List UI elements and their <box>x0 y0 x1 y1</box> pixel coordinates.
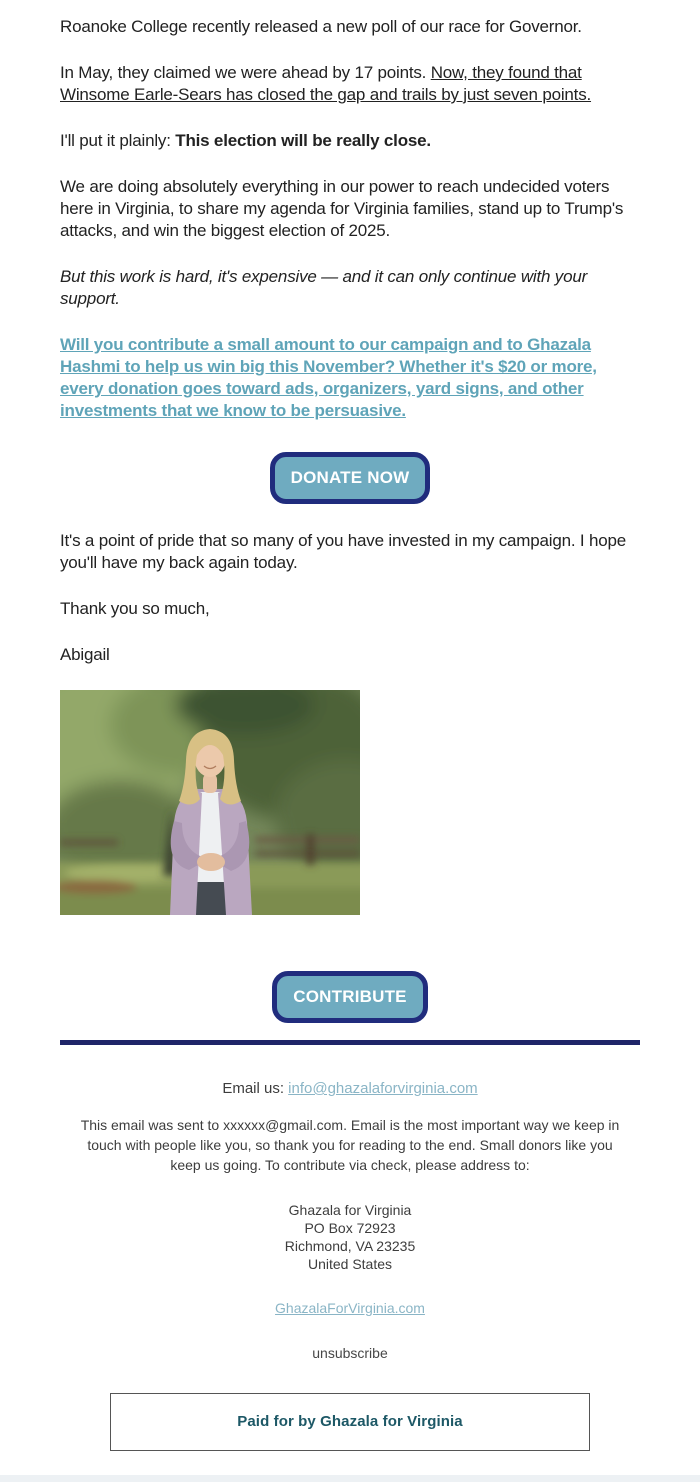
email-footer <box>60 1079 640 1451</box>
contribute-text-link[interactable]: Will you contribute a small amount to our campaign and to Ghazala Hashmi to help us win big this November? Whether it's $20 or more, every donation goes toward ads, organizers, yard signs, and other investments that we know to be persuasive. <box>60 335 597 420</box>
donate-now-button[interactable]: DONATE NOW <box>270 452 431 504</box>
poll-result-link[interactable]: Now, they found that Winsome Earle-Sears has closed the gap and trails by just seven points. <box>60 63 592 104</box>
abigail-photo <box>60 690 360 915</box>
thanks-paragraph: Thank you so much, <box>60 599 210 618</box>
address-line: United States <box>307 1256 393 1272</box>
plainly-paragraph: I'll put it plainly: This election will be really close. <box>60 131 431 150</box>
website-line <box>60 1299 640 1317</box>
mailing-address <box>60 1201 640 1273</box>
address-line: Richmond, VA 23235 <box>284 1238 416 1254</box>
unsubscribe-link[interactable]: unsubscribe <box>312 1345 388 1361</box>
email-us-link[interactable]: info@ghazalaforvirginia.com <box>288 1080 478 1097</box>
bottom-strip <box>0 1475 700 1482</box>
intro-paragraph: Roanoke College recently released a new poll of our race for Governor. <box>60 17 582 36</box>
email-us-line: Email us: info@ghazalaforvirginia.com <box>222 1080 478 1097</box>
pride-paragraph: It's a point of pride that so many of you have invested in my campaign. I hope you'll have my back again today. <box>60 531 626 572</box>
paid-for-text: Paid for by Ghazala for Virginia <box>237 1413 463 1430</box>
ask-paragraph <box>60 334 640 422</box>
sent-to-note: This email was sent to xxxxxx@gmail.com. Email is the most important way we keep in touch with people like you, so thank you for reading to the end. Small donors like you keep us going. To contribute via check, please address to: <box>80 1117 620 1173</box>
hard-work-paragraph: But this work is hard, it's expensive — and it can only continue with your support. <box>60 267 588 308</box>
close-election-emphasis: This election will be really close. <box>175 131 431 150</box>
paid-for-disclaimer <box>110 1393 590 1451</box>
address-line: PO Box 72923 <box>304 1220 396 1236</box>
contribute-button[interactable]: CONTRIBUTE <box>272 971 427 1023</box>
signature: Abigail <box>60 645 110 664</box>
effort-paragraph: We are doing absolutely everything in our power to reach undecided voters here in Virginia, to share my agenda for Virginia families, stand up to Trump's attacks, and win the biggest election of 2025. <box>60 177 624 240</box>
address-line: Ghazala for Virginia <box>288 1202 412 1218</box>
footer-divider <box>60 1040 640 1045</box>
website-link[interactable]: GhazalaForVirginia.com <box>275 1300 425 1316</box>
contribute-button-row <box>60 971 640 1023</box>
bottom-spacer <box>60 1451 640 1475</box>
poll-paragraph: In May, they claimed we were ahead by 17 points. Now, they found that Winsome Earle-Sears has closed the gap and trails by just seven points. <box>60 63 592 104</box>
donate-button-row <box>60 452 640 504</box>
